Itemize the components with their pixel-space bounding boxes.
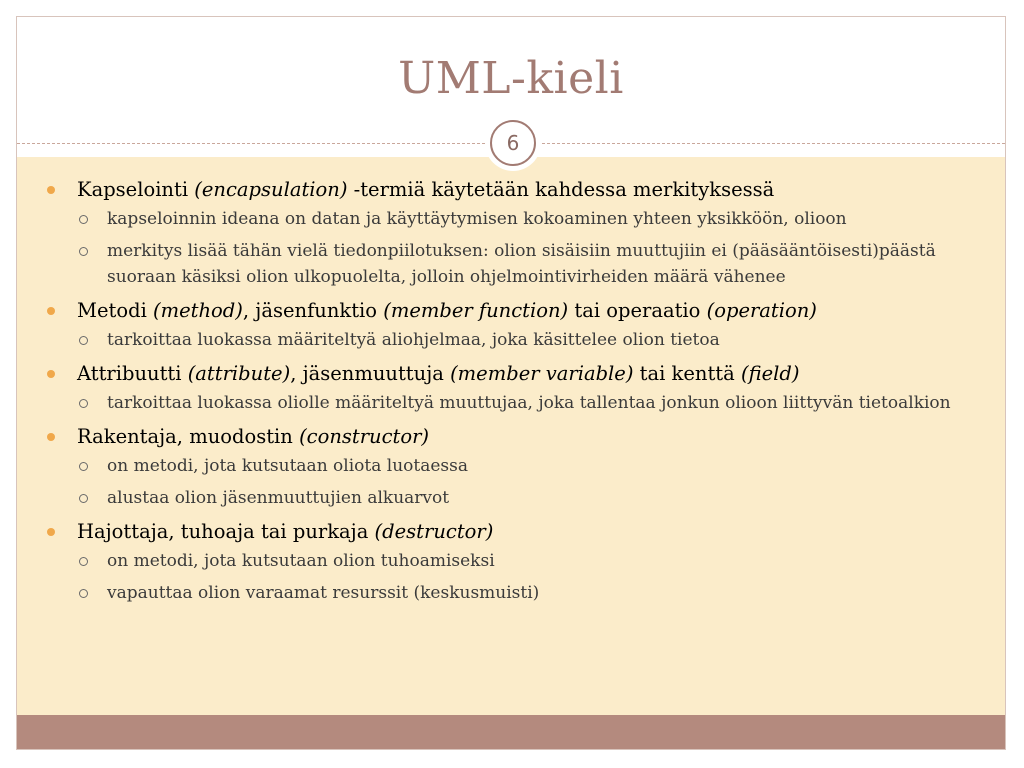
bullet-text: Kapselointi (encapsulation) -termiä käytetään kahdessa merkityksessä bbox=[77, 178, 775, 201]
sub-list bbox=[77, 206, 987, 290]
bullet-dot-icon bbox=[47, 370, 55, 378]
slide-title: UML-kieli bbox=[398, 53, 624, 104]
circle-bullet-icon bbox=[79, 336, 88, 345]
bullet-item-destructor bbox=[47, 519, 987, 606]
page-number: 6 bbox=[490, 120, 536, 166]
bullet-dot-icon bbox=[47, 528, 55, 536]
bullet-dot-icon bbox=[47, 186, 55, 194]
sub-item: on metodi, jota kutsutaan oliota luotaessa bbox=[77, 453, 987, 479]
sub-item: alustaa olion jäsenmuuttujien alkuarvot bbox=[77, 485, 987, 511]
circle-bullet-icon bbox=[79, 589, 88, 598]
bullet-dot-icon bbox=[47, 433, 55, 441]
bullet-text: Attribuutti (attribute), jäsenmuuttuja (member variable) tai kenttä (field) bbox=[77, 362, 800, 385]
sub-item: kapseloinnin ideana on datan ja käyttäytymisen kokoaminen yhteen yksikköön, olioon bbox=[77, 206, 987, 232]
sub-item: tarkoittaa luokassa määriteltyä aliohjelmaa, joka käsittelee olion tietoa bbox=[77, 327, 987, 353]
page-number-badge bbox=[485, 115, 541, 171]
bullet-text: Metodi (method), jäsenfunktio (member function) tai operaatio (operation) bbox=[77, 299, 817, 322]
bullet-item-method bbox=[47, 298, 987, 353]
sub-item: vapauttaa olion varaamat resurssit (keskusmuisti) bbox=[77, 580, 987, 606]
sub-item: tarkoittaa luokassa oliolle määriteltyä muuttujaa, joka tallentaa jonkun olioon liittyvän tietoalkion bbox=[77, 390, 987, 416]
circle-bullet-icon bbox=[79, 462, 88, 471]
circle-bullet-icon bbox=[79, 399, 88, 408]
sub-list bbox=[77, 327, 987, 353]
sub-item: on metodi, jota kutsutaan olion tuhoamiseksi bbox=[77, 548, 987, 574]
bullet-list bbox=[47, 177, 987, 606]
bullet-item-constructor bbox=[47, 424, 987, 511]
bullet-text: Hajottaja, tuhoaja tai purkaja (destructor) bbox=[77, 520, 494, 543]
circle-bullet-icon bbox=[79, 494, 88, 503]
bullet-dot-icon bbox=[47, 307, 55, 315]
sub-list bbox=[77, 548, 987, 606]
bullet-text: Rakentaja, muodostin (constructor) bbox=[77, 425, 430, 448]
slide bbox=[16, 16, 1006, 750]
sub-list bbox=[77, 453, 987, 511]
bullet-item-encapsulation bbox=[47, 177, 987, 290]
sub-list bbox=[77, 390, 987, 416]
footer-bar bbox=[17, 715, 1005, 749]
bullet-item-attribute bbox=[47, 361, 987, 416]
sub-item: merkitys lisää tähän vielä tiedonpiilotuksen: olion sisäisiin muuttujiin ei (pääsääntöisesti)päästä suoraan käsiksi olion ulkopuolelta, jolloin ohjelmointivirheiden määrä vähenee bbox=[77, 238, 987, 290]
circle-bullet-icon bbox=[79, 557, 88, 566]
circle-bullet-icon bbox=[79, 215, 88, 224]
circle-bullet-icon bbox=[79, 247, 88, 256]
